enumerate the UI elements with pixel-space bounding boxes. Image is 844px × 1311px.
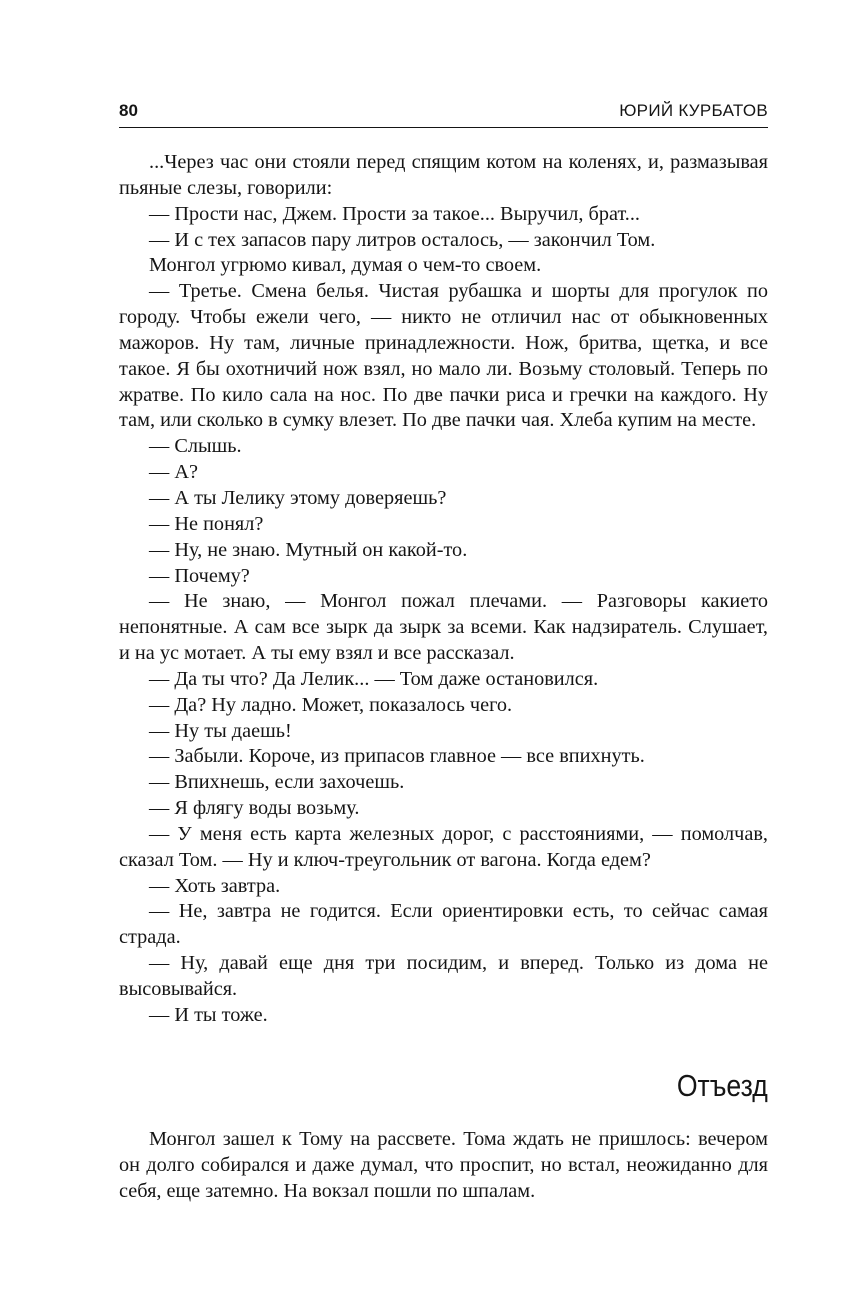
- paragraph: — Ну, давай еще дня три посидим, и вперед. Только из дома не высовывайся.: [119, 952, 768, 1000]
- body-text: [119, 150, 768, 1029]
- page-number: 80: [119, 101, 138, 120]
- chapter-body-text: [119, 1127, 768, 1205]
- paragraph: Монгол зашел к Тому на рассвете. Тома ждать не пришлось: вечером он долго собирался и даже думал, что проспит, но встал, неожиданно для себя, еще затемно. На вокзал пошли по шпалам.: [119, 1128, 768, 1202]
- paragraph: Монгол угрюмо кивал, думая о чем-то своем.: [149, 254, 542, 277]
- paragraph: — Не, завтра не годится. Если ориентировки есть, то сейчас самая страда.: [119, 900, 768, 949]
- paragraph: — Я флягу воды возьму.: [149, 797, 360, 820]
- paragraph: — Хоть завтра.: [149, 874, 281, 897]
- paragraph: — Третье. Смена белья. Чистая рубашка и шорты для прогулок по городу. Чтобы ежели чего, — никто не отличил нас от обыкновенных мажоров. Ну там, личные принадлежности. Нож, бритва, щетка, и все такое. Я бы охотничий нож взял, но мало ли. Возьму столовый. Теперь по жратве. По кило сала на нос. По две пачки риса и гречки на каждого. Ну там, или сколько в сумку влезет. По две пачки чая. Хлеба купим на месте.: [119, 280, 768, 432]
- paragraph: — Да ты что? Да Лелик... — Том даже остановился.: [149, 667, 599, 690]
- paragraph: — А?: [149, 461, 198, 484]
- header-rule: [119, 127, 768, 128]
- paragraph: ...Через час они стояли перед спящим котом на коленях, и, размазывая пьяные слезы, говорили:: [119, 151, 768, 199]
- paragraph: — Прости нас, Джем. Прости за такое... Выручил, брат...: [149, 202, 641, 225]
- chapter-title: Отъезд: [676, 1068, 768, 1103]
- paragraph: — Почему?: [149, 564, 250, 587]
- paragraph: — Забыли. Короче, из припасов главное — все впихнуть.: [149, 745, 645, 768]
- paragraph: — Ну, не знаю. Мутный он какой-то.: [149, 538, 468, 561]
- paragraph: — Ну ты даешь!: [149, 719, 292, 742]
- running-head-author: ЮРИЙ КУРБАТОВ: [619, 101, 768, 120]
- page-header: [119, 97, 768, 125]
- paragraph: — Не знаю, — Монгол пожал плечами. — Разговоры какието непонятные. А сам все зырк да зырк за всеми. Как надзиратель. Слушает, и на ус мотает. А ты ему взял и все рассказал.: [119, 590, 768, 665]
- paragraph: — Да? Ну ладно. Может, показалось чего.: [149, 693, 513, 716]
- paragraph: — Впихнешь, если захочешь.: [149, 771, 405, 794]
- paragraph: — А ты Лелику этому доверяешь?: [149, 486, 447, 509]
- paragraph: — Не понял?: [149, 512, 264, 535]
- paragraph: — И ты тоже.: [149, 1003, 268, 1026]
- paragraph: — Слышь.: [149, 435, 242, 458]
- paragraph: — И с тех запасов пару литров осталось, — закончил Том.: [149, 228, 656, 251]
- paragraph: — У меня есть карта железных дорог, с расстояниями, — помолчав, сказал Том. — Ну и ключ-треугольник от вагона. Когда едем?: [119, 822, 768, 871]
